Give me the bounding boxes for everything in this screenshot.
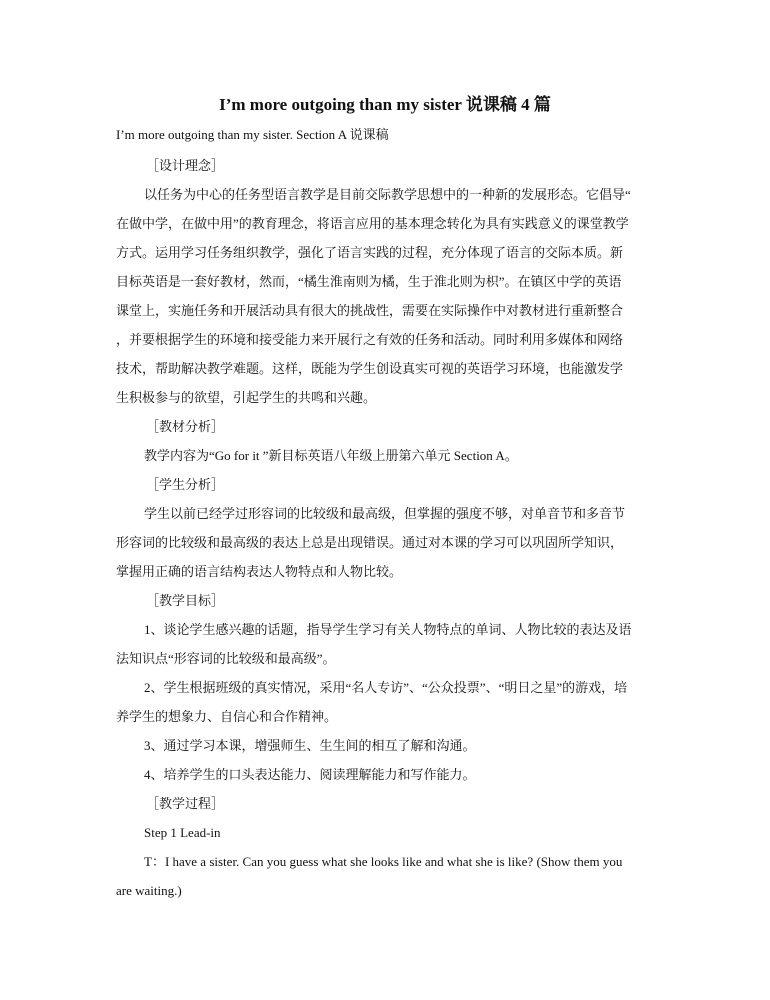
paragraph-line: ，并要根据学生的环境和接受能力来开展行之有效的任务和活动。同时利用多媒体和网络 [116, 332, 624, 347]
paragraph-line: 目标英语是一套好教材，然而，“橘生淮南则为橘，生于淮北则为枳”。在镇区中学的英语 [116, 274, 622, 289]
section-heading-goals: ［教学目标］ [146, 593, 225, 608]
document-title: I’m more outgoing than my sister 说课稿 4 篇 [219, 95, 551, 114]
paragraph-line: 在做中学，在做中用”的教育理念，将语言应用的基本理念转化为具有实践意义的课堂教学 [116, 216, 629, 231]
section-heading-design: ［设计理念］ [146, 158, 225, 173]
paragraph-line: 法知识点“形容词的比较级和最高级”。 [116, 651, 336, 666]
goal-4-paragraph [116, 760, 656, 789]
paragraph-line: Step 1 Lead-in [144, 825, 221, 840]
document-subtitle: I’m more outgoing than my sister. Section A 说课稿 [116, 127, 389, 142]
paragraph-line: 4、培养学生的口头表达能力、阅读理解能力和写作能力。 [144, 767, 476, 782]
paragraph-line: 形容词的比较级和最高级的表达上总是出现错误。通过对本课的学习可以巩固所学知识， [116, 535, 624, 550]
design-paragraph [116, 180, 656, 412]
paragraph-line: 以任务为中心的任务型语言教学是目前交际教学思想中的一种新的发展形态。它倡导“ [144, 187, 631, 202]
section-heading-process: ［教学过程］ [146, 796, 225, 811]
dialog-paragraph [116, 847, 656, 905]
paragraph-line: 1、谈论学生感兴趣的话题，指导学生学习有关人物特点的单词、人物比较的表达及语 [144, 622, 632, 637]
student-paragraph [116, 499, 656, 586]
paragraph-line: are waiting.) [116, 883, 182, 898]
goal-1-paragraph [116, 615, 656, 673]
paragraph-line: 掌握用正确的语言结构表达人物特点和人物比较。 [116, 564, 403, 579]
goal-2-paragraph [116, 673, 656, 731]
paragraph-line: 学生以前已经学过形容词的比较级和最高级，但掌握的强度不够，对单音节和多音节 [144, 506, 626, 521]
section-heading-student: ［学生分析］ [146, 477, 225, 492]
paragraph-line: 教学内容为“Go for it ”新目标英语八年级上册第六单元 Section A。 [144, 448, 518, 463]
goal-3-paragraph [116, 731, 656, 760]
material-paragraph [116, 441, 656, 470]
step-1-heading [116, 818, 656, 847]
paragraph-line: 技术，帮助解决教学难题。这样，既能为学生创设真实可视的英语学习环境，也能激发学 [116, 361, 624, 376]
paragraph-line: T：I have a sister. Can you guess what she looks like and what she is like? (Show them you [144, 854, 623, 869]
document-body [116, 125, 656, 905]
paragraph-line: 生积极参与的欲望，引起学生的共鸣和兴趣。 [116, 390, 377, 405]
paragraph-line: 养学生的想象力、自信心和合作精神。 [116, 709, 338, 724]
paragraph-line: 3、通过学习本课，增强师生、生生间的相互了解和沟通。 [144, 738, 476, 753]
section-heading-material: ［教材分析］ [146, 419, 225, 434]
paragraph-line: 课堂上，实施任务和开展活动具有很大的挑战性，需要在实际操作中对教材进行重新整合 [116, 303, 624, 318]
paragraph-line: 方式。运用学习任务组织教学，强化了语言实践的过程，充分体现了语言的交际本质。新 [116, 245, 624, 260]
paragraph-line: 2、学生根据班级的真实情况，采用“名人专访”、“公众投票”、“明日之星”的游戏，培 [144, 680, 628, 695]
